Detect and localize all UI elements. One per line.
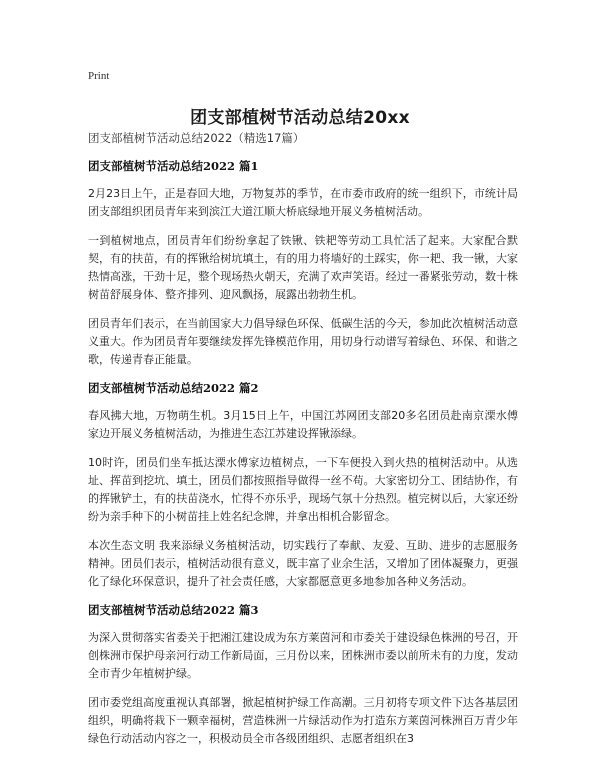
paragraph: 一到植树地点，团员青年们纷纷拿起了铁锹、铁耙等劳动工具忙活了起来。大家配合默契，有的扶苗，有的挥锹给树坑填土，有的用力将墙好的土踩实，你一耙、我一锹，大家热情高涨，干劲十足，整个现场热火朝天，充满了欢声笑语。经过一番紧张劳动，数十株树苗舒展身体、整齐排列、迎风飘扬，展露出勃勃生机。 bbox=[88, 234, 518, 301]
document-title: 团支部植树节活动总结20xx bbox=[190, 108, 410, 128]
paragraph: 10时许，团员们坐车抵达溧水傅家边植树点，一下车便投入到火热的植树活动中。从选址、挥苗到挖坑、填土，团员们都按照指导做得一丝不苟。大家密切分工、团结协作，有的挥锹铲土，有的扶苗浇水，忙得不亦乐乎，现场气氛十分热烈。植完树以后，大家还纷纷为亲手种下的小树苗挂上姓名纪念牌，并拿出相机合影留念。 bbox=[88, 456, 518, 523]
section-heading: 团支部植树节活动总结2022 篇1 bbox=[88, 159, 259, 173]
print-label[interactable]: Print bbox=[88, 70, 110, 82]
paragraph: 2月23日上午，正是春回大地，万物复苏的季节，在市委市政府的统一组织下，市统计局团支部组织团员青年来到滨江大道江顺大桥底绿地开展义务植树活动。 bbox=[88, 187, 518, 218]
paragraph: 为深入贯彻落实省委关于把湘江建设成为东方莱茵河和市委关于建设绿色株洲的号召，开创株洲市保护母亲河行动工作新局面，三月份以来，团株洲市委以前所未有的力度，发动全市青少年植树护绿。 bbox=[88, 631, 518, 680]
document-body bbox=[88, 130, 518, 759]
section-heading: 团支部植树节活动总结2022 篇2 bbox=[88, 381, 259, 395]
paragraph: 团市委党组高度重视认真部署，掀起植树护绿工作高潮。三月初将专项文件下达各基层团组织，明确将栽下一颗幸福树，营造株洲一片绿活动作为打造东方莱茵河株洲百万青少年绿色行动活动内容之一，积极动员全市各级团组织、志愿者组织在3 bbox=[88, 696, 518, 745]
paragraph: 春风拂大地，万物萌生机。3月15日上午，中国江苏网团支部20多名团员赴南京溧水傅家边开展义务植树活动，为推进生态江苏建设挥锹添绿。 bbox=[88, 409, 518, 440]
paragraph: 本次生态文明 我来添绿义务植树活动，切实践行了奉献、友爱、互助、进步的志愿服务精神。团员们表示，植树活动很有意义，既丰富了业余生活，又增加了团体凝聚力，更强化了绿化环保意识，提升了社会责任感，大家都愿意更多地参加各种义务活动。 bbox=[88, 539, 518, 588]
section-heading: 团支部植树节活动总结2022 篇3 bbox=[88, 603, 259, 617]
section-3 bbox=[88, 602, 518, 748]
document-subtitle: 团支部植树节活动总结2022（精选17篇） bbox=[88, 131, 305, 145]
section-1 bbox=[88, 158, 518, 369]
paragraph: 团员青年们表示，在当前国家大力倡导绿色环保、低碳生活的今天，参加此次植树活动意义重大。作为团员青年要继续发挥先锋模范作用，用切身行动谱写着绿色、环保、和谐之歌，传递青春正能量。 bbox=[88, 317, 518, 366]
section-2 bbox=[88, 380, 518, 591]
